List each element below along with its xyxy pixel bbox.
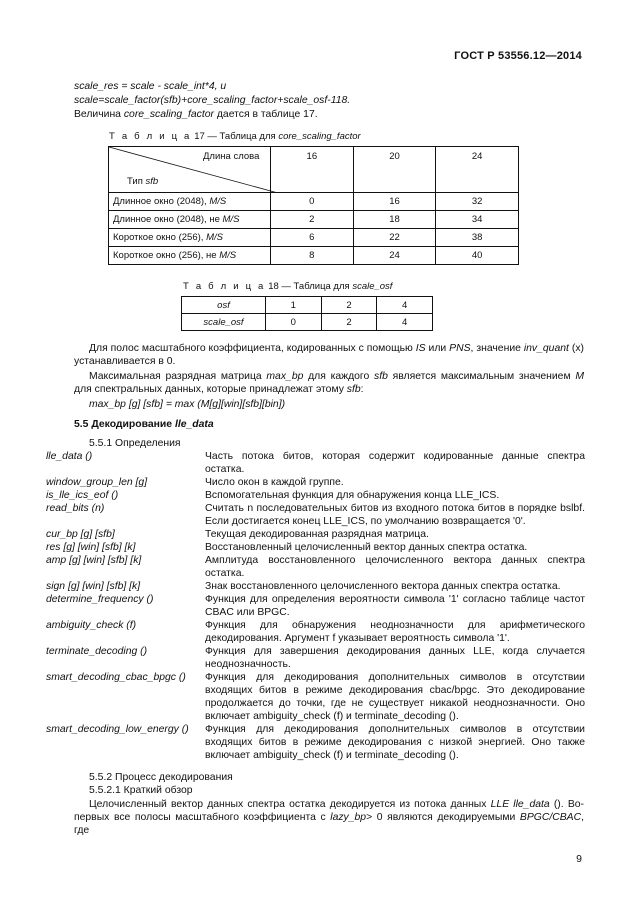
definition-term: determine_frequency () <box>46 594 154 605</box>
formula-scale-res: scale_res = scale - scale_int*4, u <box>74 81 227 92</box>
table-cell: 38 <box>436 229 519 247</box>
table17-col-header: 24 <box>436 147 519 193</box>
table17-corner-bottom: Тип sfb <box>127 176 159 187</box>
definition-item <box>46 450 586 476</box>
definition-term: terminate_decoding () <box>46 646 148 657</box>
table17 <box>108 146 519 265</box>
row-label: scale_osf <box>182 314 266 331</box>
definition-desc: Функция для определения вероятности символа '1' согласно таблице частот CBAC или BPGC. <box>205 594 585 618</box>
definition-desc: Функция для завершения декодирования данных LLE, когда случается неоднозначность. <box>205 646 585 670</box>
table-row <box>182 314 433 331</box>
definition-term: window_group_len [g] <box>46 477 148 488</box>
definition-desc: Считать n последовательных битов из входного потока битов в порядке bslbf. Если достигается конец LLE_ICS, по умолчанию возвращается '0'. <box>205 503 585 527</box>
definition-term: read_bits (n) <box>46 503 105 514</box>
definition-desc: Амплитуда восстановленного целочисленного вектора данных спектра остатка. <box>205 555 585 579</box>
table-cell: 2 <box>321 297 377 314</box>
table-row <box>109 193 519 211</box>
subsection-overview: 5.5.2.1 Краткий обзор <box>89 785 193 796</box>
definition-desc: Часть потока битов, которая содержит кодированные данные спектра остатка. <box>205 451 585 475</box>
table17-header-row <box>109 147 519 193</box>
definition-item <box>46 593 586 619</box>
definition-term: amp [g] [win] [sfb] [k] <box>46 555 142 566</box>
definition-desc: Знак восстановленного целочисленного вектора данных спектра остатка. <box>205 581 561 592</box>
definition-term: smart_decoding_cbac_bpgc () <box>46 672 186 683</box>
definition-term: ambiguity_check (f) <box>46 620 137 631</box>
row-label: Длинное окно (2048), M/S <box>109 193 271 211</box>
definitions-list <box>46 450 586 762</box>
formula-max-bp: max_bp [g] [sfb] = max (M[g][win][sfb][bin]) <box>89 399 286 410</box>
definition-item <box>46 476 586 489</box>
standard-number: ГОСТ Р 53556.12—2014 <box>454 50 582 62</box>
table-row <box>109 229 519 247</box>
table-row <box>109 247 519 265</box>
definition-desc: Восстановленный целочисленный вектор данных спектра остатка. <box>205 542 528 553</box>
definition-desc: Функция для обнаружения неоднозначности для арифметического декодирования. Аргумент f указывает вероятность символа '1'. <box>205 620 585 644</box>
paragraph-inv-quant: Для полос масштабного коэффициента, кодированных с помощью IS или PNS, значение inv_quant (x) устанавливается в 0. <box>74 343 584 367</box>
table-cell: 2 <box>271 211 354 229</box>
table-cell: 18 <box>353 211 436 229</box>
row-label: osf <box>182 297 266 314</box>
table-cell: 6 <box>271 229 354 247</box>
definition-desc: Число окон в каждой группе. <box>205 477 344 488</box>
paragraph-overview: Целочисленный вектор данных спектра остатка декодируется из потока данных LLE lle_data (). Во-первых все полосы масштабного коэффициента с lazy_bp> 0 являются декодируемыми BPGC/CBAC, где <box>74 799 584 836</box>
table-cell: 1 <box>266 297 322 314</box>
formula-scale: scale=scale_factor(sfb)+core_scaling_factor+scale_osf-118. <box>74 95 351 106</box>
table-cell: 0 <box>266 314 322 331</box>
definition-item <box>46 554 586 580</box>
definition-term: res [g] [win] [sfb] [k] <box>46 542 136 553</box>
table17-col-header: 20 <box>353 147 436 193</box>
table-cell: 4 <box>377 297 433 314</box>
definition-item <box>46 502 586 528</box>
row-label: Короткое окно (256), M/S <box>109 229 271 247</box>
definition-term: is_lle_ics_eof () <box>46 490 119 501</box>
paragraph-max-bp: Максимальная разрядная матрица max_bp для каждого sfb является максимальным значением M для спектральных данных, которые принадлежат этому sfb: <box>74 371 584 395</box>
subsection-decoding-process: 5.5.2 Процесс декодирования <box>89 772 233 783</box>
definition-item <box>46 619 586 645</box>
definition-desc: Вспомогательная функция для обнаружения конца LLE_ICS. <box>205 490 500 501</box>
definition-item <box>46 489 586 502</box>
definition-desc: Текущая декодированная разрядная матрица. <box>205 529 429 540</box>
table-cell: 4 <box>377 314 433 331</box>
table-cell: 34 <box>436 211 519 229</box>
definition-item <box>46 580 586 593</box>
table17-reference: Величина core_scaling_factor дается в таблице 17. <box>74 109 318 120</box>
table17-corner-top: Длина слова <box>203 151 260 162</box>
row-label: Длинное окно (2048), не M/S <box>109 211 271 229</box>
row-label: Короткое окно (256), не M/S <box>109 247 271 265</box>
definition-term: smart_decoding_low_energy () <box>46 724 189 735</box>
section-heading: 5.5 Декодирование lle_data <box>74 419 214 430</box>
definition-term: lle_data () <box>46 451 93 462</box>
definition-desc: Функция для декодирования дополнительных символов в отсутствии входящих битов в режиме декодирования с низкой энергией. Оно также включает ambiguity_check (f) и terminate_decoding (). <box>205 724 585 761</box>
page-number: 9 <box>576 853 582 865</box>
definition-term: sign [g] [win] [sfb] [k] <box>46 581 141 592</box>
definition-item <box>46 645 586 671</box>
definition-item <box>46 528 586 541</box>
table17-caption: Т а б л и ц а 17 — Таблица для core_scaling_factor <box>109 131 361 142</box>
table-cell: 40 <box>436 247 519 265</box>
table-cell: 32 <box>436 193 519 211</box>
table-cell: 2 <box>321 314 377 331</box>
table-cell: 22 <box>353 229 436 247</box>
definition-item <box>46 723 586 762</box>
table18 <box>181 296 433 331</box>
definition-item <box>46 671 586 723</box>
table17-col-header: 16 <box>271 147 354 193</box>
table-cell: 0 <box>271 193 354 211</box>
table-row <box>182 297 433 314</box>
definition-item <box>46 541 586 554</box>
subsection-definitions: 5.5.1 Определения <box>89 438 181 449</box>
table-cell: 24 <box>353 247 436 265</box>
table-cell: 8 <box>271 247 354 265</box>
table-cell: 16 <box>353 193 436 211</box>
definition-desc: Функция для декодирования дополнительных символов в отсутствии входящих битов в режиме декодирования cbac/bpgc. Это декодирование продолжается до точки, где не существует никакой неоднозначности. Оно включает ambiguity_check (f) и terminate_decoding (). <box>205 672 585 722</box>
table18-caption: Т а б л и ц а 18 — Таблица для scale_osf <box>183 281 393 292</box>
table-row <box>109 211 519 229</box>
table17-corner-cell <box>109 147 271 193</box>
definition-term: cur_bp [g] [sfb] <box>46 529 115 540</box>
